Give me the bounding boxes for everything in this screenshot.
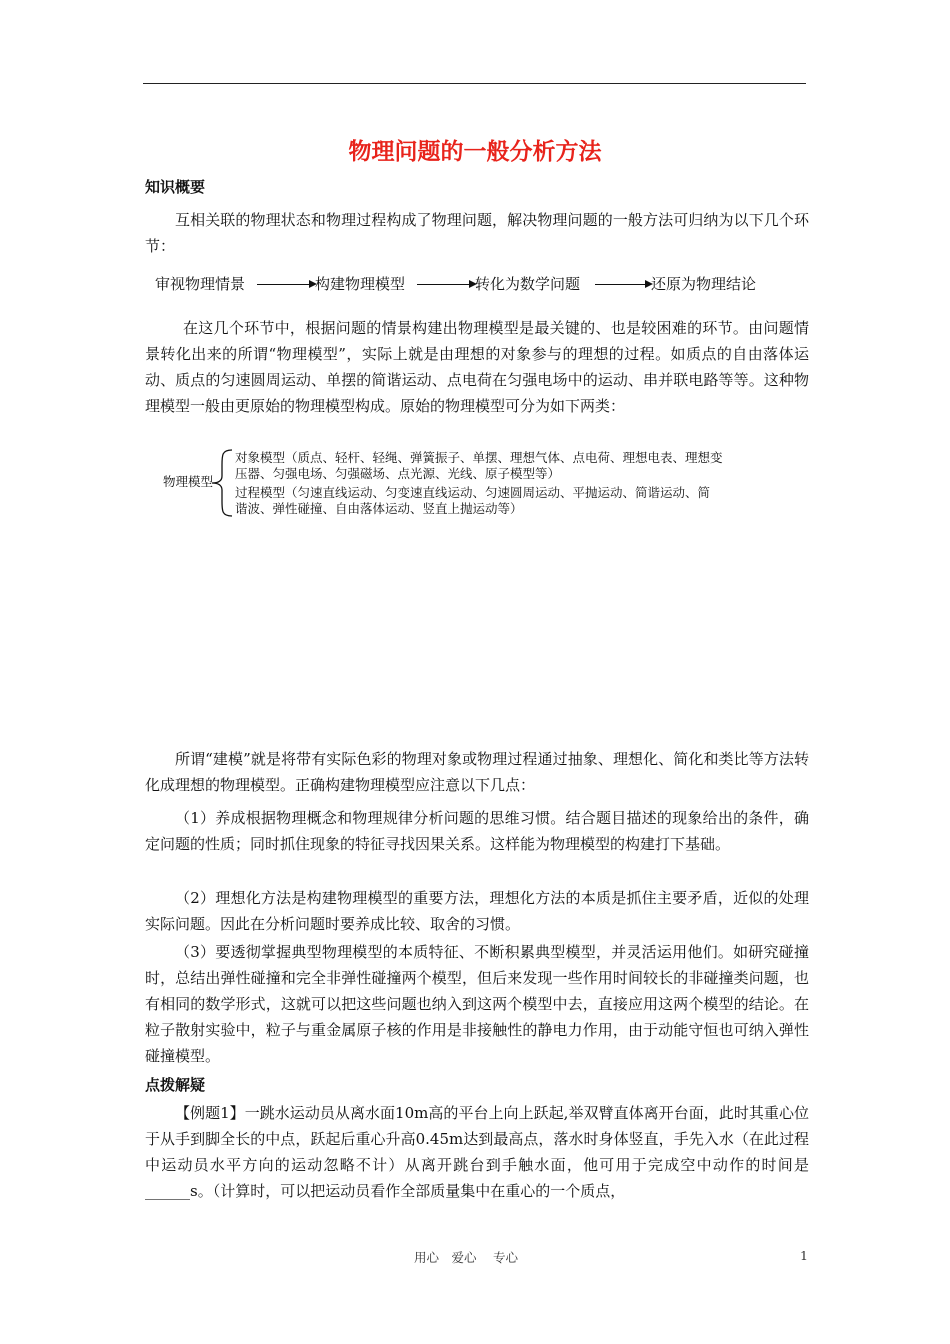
flow-arrow-2 <box>417 284 475 285</box>
page-title: 物理问题的一般分析方法 <box>348 139 602 165</box>
flow-arrow-3 <box>595 284 651 285</box>
point-1-paragraph: （1）养成根据物理概念和物理规律分析问题的思维习惯。结合题目描述的现象给出的条件，确定问题的性质；同时抓住现象的特征寻找因果关系。这样能为物理模型的构建打下基础。 <box>145 809 809 853</box>
footer-motto: 用心 爱心 专心 <box>414 1250 518 1265</box>
flow-step-1: 审视物理情景 <box>155 275 246 293</box>
point-2-paragraph: （2）理想化方法是构建物理模型的重要方法，理想化方法的本质是抓住主要矛盾，近似的处理实际问题。因此在分析问题时要养成比较、取舍的习惯。 <box>145 889 809 933</box>
object-model-line-2: 压器、匀强电场、匀强磁场、点光源、光线、原子模型等） <box>235 466 561 481</box>
flow-step-3: 转化为数学问题 <box>475 275 581 293</box>
curly-brace-icon <box>208 449 234 517</box>
classification-root: 物理模型 <box>163 474 214 489</box>
flow-arrow-1 <box>257 284 315 285</box>
jianmo-paragraph: 所谓“建模”就是将带有实际色彩的物理对象或物理过程通过抽象、理想化、简化和类比等方法转化成理想的物理模型。正确构建物理模型应注意以下几点： <box>145 750 809 794</box>
process-model-line-1: 过程模型（匀速直线运动、匀变速直线运动、匀速圆周运动、平抛运动、简谐运动、简 <box>235 485 711 500</box>
section-heading-guidance: 点拨解疑 <box>145 1076 206 1094</box>
process-model-line-2: 谐波、弹性碰撞、自由落体运动、竖直上抛运动等） <box>235 501 523 516</box>
flow-step-2: 构建物理模型 <box>315 275 406 293</box>
page-number: 1 <box>800 1248 808 1263</box>
flow-step-4: 还原为物理结论 <box>651 275 757 293</box>
example-1-paragraph: 【例题1】一跳水运动员从离水面10m高的平台上向上跃起,举双臂直体离开台面，此时其重心位于从手到脚全长的中点，跃起后重心升高0.45m达到最高点，落水时身体竖直，手先入水（在此过程中运动员水平方向的运动忽略不计）从离开跳台到手触水面，他可用于完成空中动作的时间是______s。（计算时，可以把运动员看作全部质量集中在重心的一个质点， <box>145 1104 809 1200</box>
intro-paragraph: 互相关联的物理状态和物理过程构成了物理问题，解决物理问题的一般方法可归纳为以下几个环节： <box>145 211 809 255</box>
section-heading-overview: 知识概要 <box>145 178 206 196</box>
object-model-line-1: 对象模型（质点、轻杆、轻绳、弹簧振子、单摆、理想气体、点电荷、理想电表、理想变 <box>235 450 723 465</box>
model-paragraph: 在这几个环节中，根据问题的情景构建出物理模型是最关键的、也是较困难的环节。由问题情景转化出来的所谓“物理模型”，实际上就是由理想的对象参与的理想的过程。如质点的自由落体运动、质点的匀速圆周运动、单摆的简谐运动、点电荷在匀强电场中的运动、串并联电路等等。这种物理模型一般由更原始的物理模型构成。原始的物理模型可分为如下两类： <box>145 319 809 415</box>
header-rule <box>143 83 806 84</box>
point-3-paragraph: （3）要透彻掌握典型物理模型的本质特征、不断积累典型模型，并灵活运用他们。如研究碰撞时，总结出弹性碰撞和完全非弹性碰撞两个模型，但后来发现一些作用时间较长的非碰撞类问题，也有相同的数学形式，这就可以把这些问题也纳入到这两个模型中去，直接应用这两个模型的结论。在粒子散射实验中，粒子与重金属原子核的作用是非接触性的静电力作用，由于动能守恒也可纳入弹性碰撞模型。 <box>145 943 809 1065</box>
